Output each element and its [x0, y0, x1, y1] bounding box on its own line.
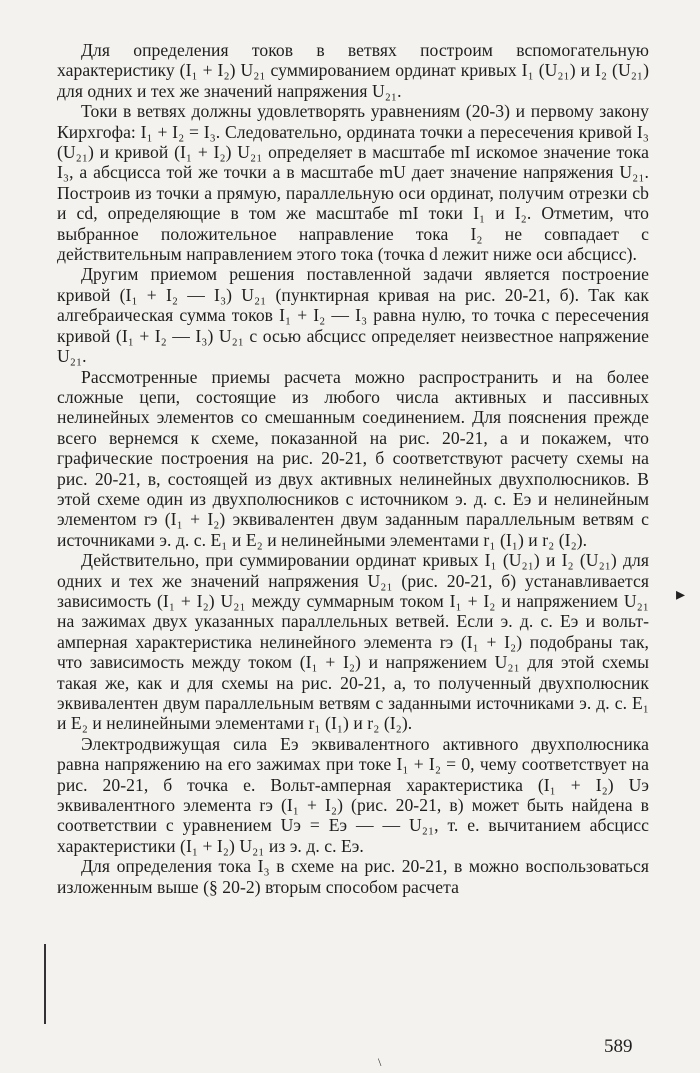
bottom-mark: \	[378, 1055, 382, 1069]
edge-mark: ▸	[676, 584, 686, 604]
margin-bracket	[44, 944, 46, 1024]
page-number: 589	[604, 1036, 633, 1057]
paragraph-3: Другим приемом решения поставленной задачи является построение кривой (I₁ + I₂ — I₃) U₂₁ (пунктирная кривая на рис. 20-21, б). Так как алгебраическая сумма токов I₁ + I₂ — I₃ равна нулю, то точка c пересечения кривой (I₁ + I₂ — I₃) U₂₁ с осью абсцисс определяет неизвестное напряжение U₂₁.	[57, 264, 649, 367]
paragraph-2: Токи в ветвях должны удовлетворять уравнениям (20-3) и первому закону Кирхгофа: I₁ + I₂ = I₃. Следовательно, ордината точки a пересечения кривой I₃ (U₂₁) и кривой (I₁ + I₂) U₂₁ определяет в масштабе mI искомое значение тока I₃, а абсцисса той же точки a в масштабе mU дает значение напряжения U₂₁. Построив из точки a прямую, параллельную оси ординат, получим отрезки cb и cd, определяющие в том же масштабе mI токи I₁ и I₂. Отметим, что выбранное положительное направление тока I₂ не совпадает с действительным направлением этого тока (точка d лежит ниже оси абсцисс).	[57, 101, 649, 265]
page-body	[57, 40, 649, 897]
paragraph-4: Рассмотренные приемы расчета можно распространить и на более сложные цепи, состоящие из любого числа активных и пассивных нелинейных элементов со смешанным соединением. Для пояснения прежде всего вернемся к схеме, показанной на рис. 20-21, а и покажем, что графические построения на рис. 20-21, б соответствуют расчету схемы на рис. 20-21, в, состоящей из двух активных нелинейных двухполюсников. В этой схеме один из двухполюсников с источником э. д. с. Eэ и нелинейным элементом rэ (I₁ + I₂) эквивалентен двум заданным параллельным ветвям с источниками э. д. с. E₁ и E₂ и нелинейными элементами r₁ (I₁) и r₂ (I₂).	[57, 366, 649, 550]
paragraph-7: Для определения тока I₃ в схеме на рис. 20-21, в можно воспользоваться изложенным выше (§ 20-2) вторым способом расчета	[57, 856, 649, 897]
paragraph-1: Для определения токов в ветвях построим вспомогательную характеристику (I₁ + I₂) U₂₁ суммированием ординат кривых I₁ (U₂₁) и I₂ (U₂₁) для одних и тех же значений напряжения U₂₁.	[57, 40, 649, 101]
paragraph-5: Действительно, при суммировании ординат кривых I₁ (U₂₁) и I₂ (U₂₁) для одних и тех же значений напряжения U₂₁ (рис. 20-21, б) устанавливается зависимость (I₁ + I₂) U₂₁ между суммарным током I₁ + I₂ и напряжением U₂₁ на зажимах двух указанных параллельных ветвей. Если э. д. с. Eэ и вольт-амперная характеристика нелинейного элемента rэ (I₁ + I₂) подобраны так, что зависимость между током (I₁ + I₂) и напряжением U₂₁ для этой схемы такая же, как и для схемы на рис. 20-21, а, то полученный двухполюсник эквивалентен двум параллельным ветвям с заданными источниками э. д. с. E₁ и E₂ и нелинейными элементами r₁ (I₁) и r₂ (I₂).	[57, 550, 649, 734]
paragraph-6: Электродвижущая сила Eэ эквивалентного активного двухполюсника равна напряжению на его зажимах при токе I₁ + I₂ = 0, чему соответствует на рис. 20-21, б точка е. Вольт-амперная характеристика (I₁ + I₂) Uэ эквивалентного элемента rэ (I₁ + I₂) (рис. 20-21, в) может быть найдена в соответствии с уравнением Uэ = Eэ — — U₂₁, т. е. вычитанием абсцисс характеристики (I₁ + I₂) U₂₁ из э. д. с. Eэ.	[57, 733, 649, 856]
